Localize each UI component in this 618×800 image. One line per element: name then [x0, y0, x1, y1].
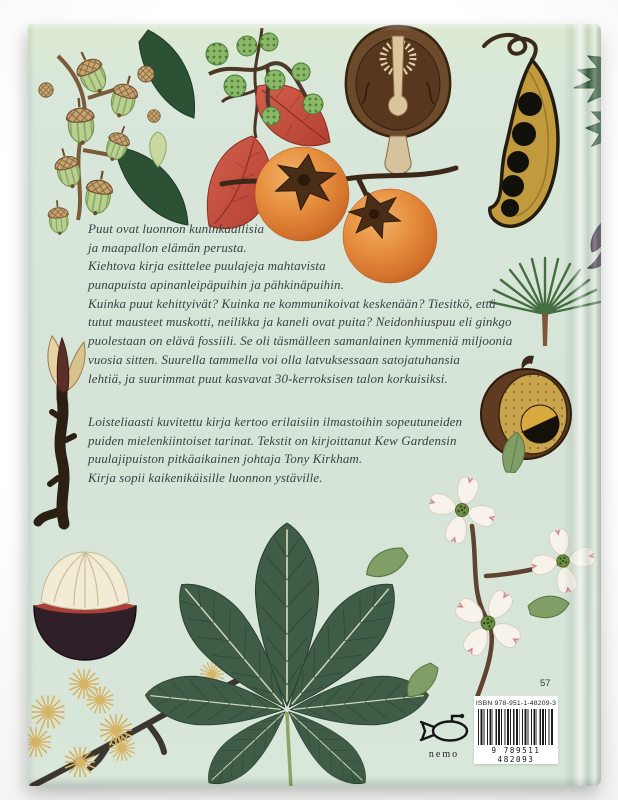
barcode-box [474, 696, 558, 764]
publisher-name: nemo [428, 749, 460, 760]
blurb-paragraph-1 [88, 220, 593, 388]
blurb-line: Kiehtova kirja esittelee puulajeja mahtavista [88, 258, 326, 274]
publisher-logo [412, 712, 476, 760]
blurb-paragraph-2 [88, 413, 593, 488]
mangosteen-half-illustration [28, 542, 143, 666]
acorn-cluster-illustration [28, 28, 213, 243]
blurb-line: Kuinka puut kehittyivät? Kuinka ne kommunikoivat keskenään? Tiesitkö, että [88, 295, 496, 311]
blurb-line: lehtiä, ja suurimmat puut kasvavat 30-kerroksisen talon korkuisiksi. [88, 370, 448, 386]
barcode-bars [478, 709, 554, 745]
book-back-cover [28, 24, 601, 786]
blurb-line: punapuista apinanleipäpuihin ja pähkinäpuihin. [88, 277, 344, 293]
blurb-line: vuosia sitten. Suurella tammella voi olla latvuksessaan satojatuhansia [88, 351, 460, 367]
maple-leaves-illustration [548, 46, 601, 158]
submarine-fish-icon [412, 712, 476, 746]
green-berry-branch-illustration [205, 24, 330, 129]
blurb-line: tutut mausteet muskotti, neilikka ja kaneli ovat puita? Neidonhiuspuu eli ginkgo [88, 314, 512, 330]
blurb-line: Loisteliaasti kuvitettu kirja kertoo erilaisiin ilmastoihin sopeutuneiden [88, 414, 463, 429]
blurb-line: ja maapallon elämän perusta. [88, 239, 247, 255]
blurb-line: puiden mielenkiintoiset tarinat. Tekstit on kirjoittanut Kew Gardensin [88, 432, 457, 448]
blurb-line: puulajipuiston pitkäaikainen johtaja Tony Kirkham. [88, 451, 363, 467]
barcode-digits: 9 789511 482093 [491, 746, 541, 764]
dogwood-flowers-illustration [398, 456, 576, 711]
blurb-line: Puut ovat luonnon kuninkaallisia [88, 221, 265, 236]
isbn-label: ISBN 978-951-1-48209-3 [475, 700, 557, 707]
print-code: 57 [540, 678, 551, 689]
blurb-line: Kirja sopii kaikenikäisille luonnon ystäville. [88, 470, 323, 486]
blurb-line: puolestaan on elävä fossiili. Se oli täsmälleen samanlainen kymmeniä miljoonia [88, 333, 513, 349]
